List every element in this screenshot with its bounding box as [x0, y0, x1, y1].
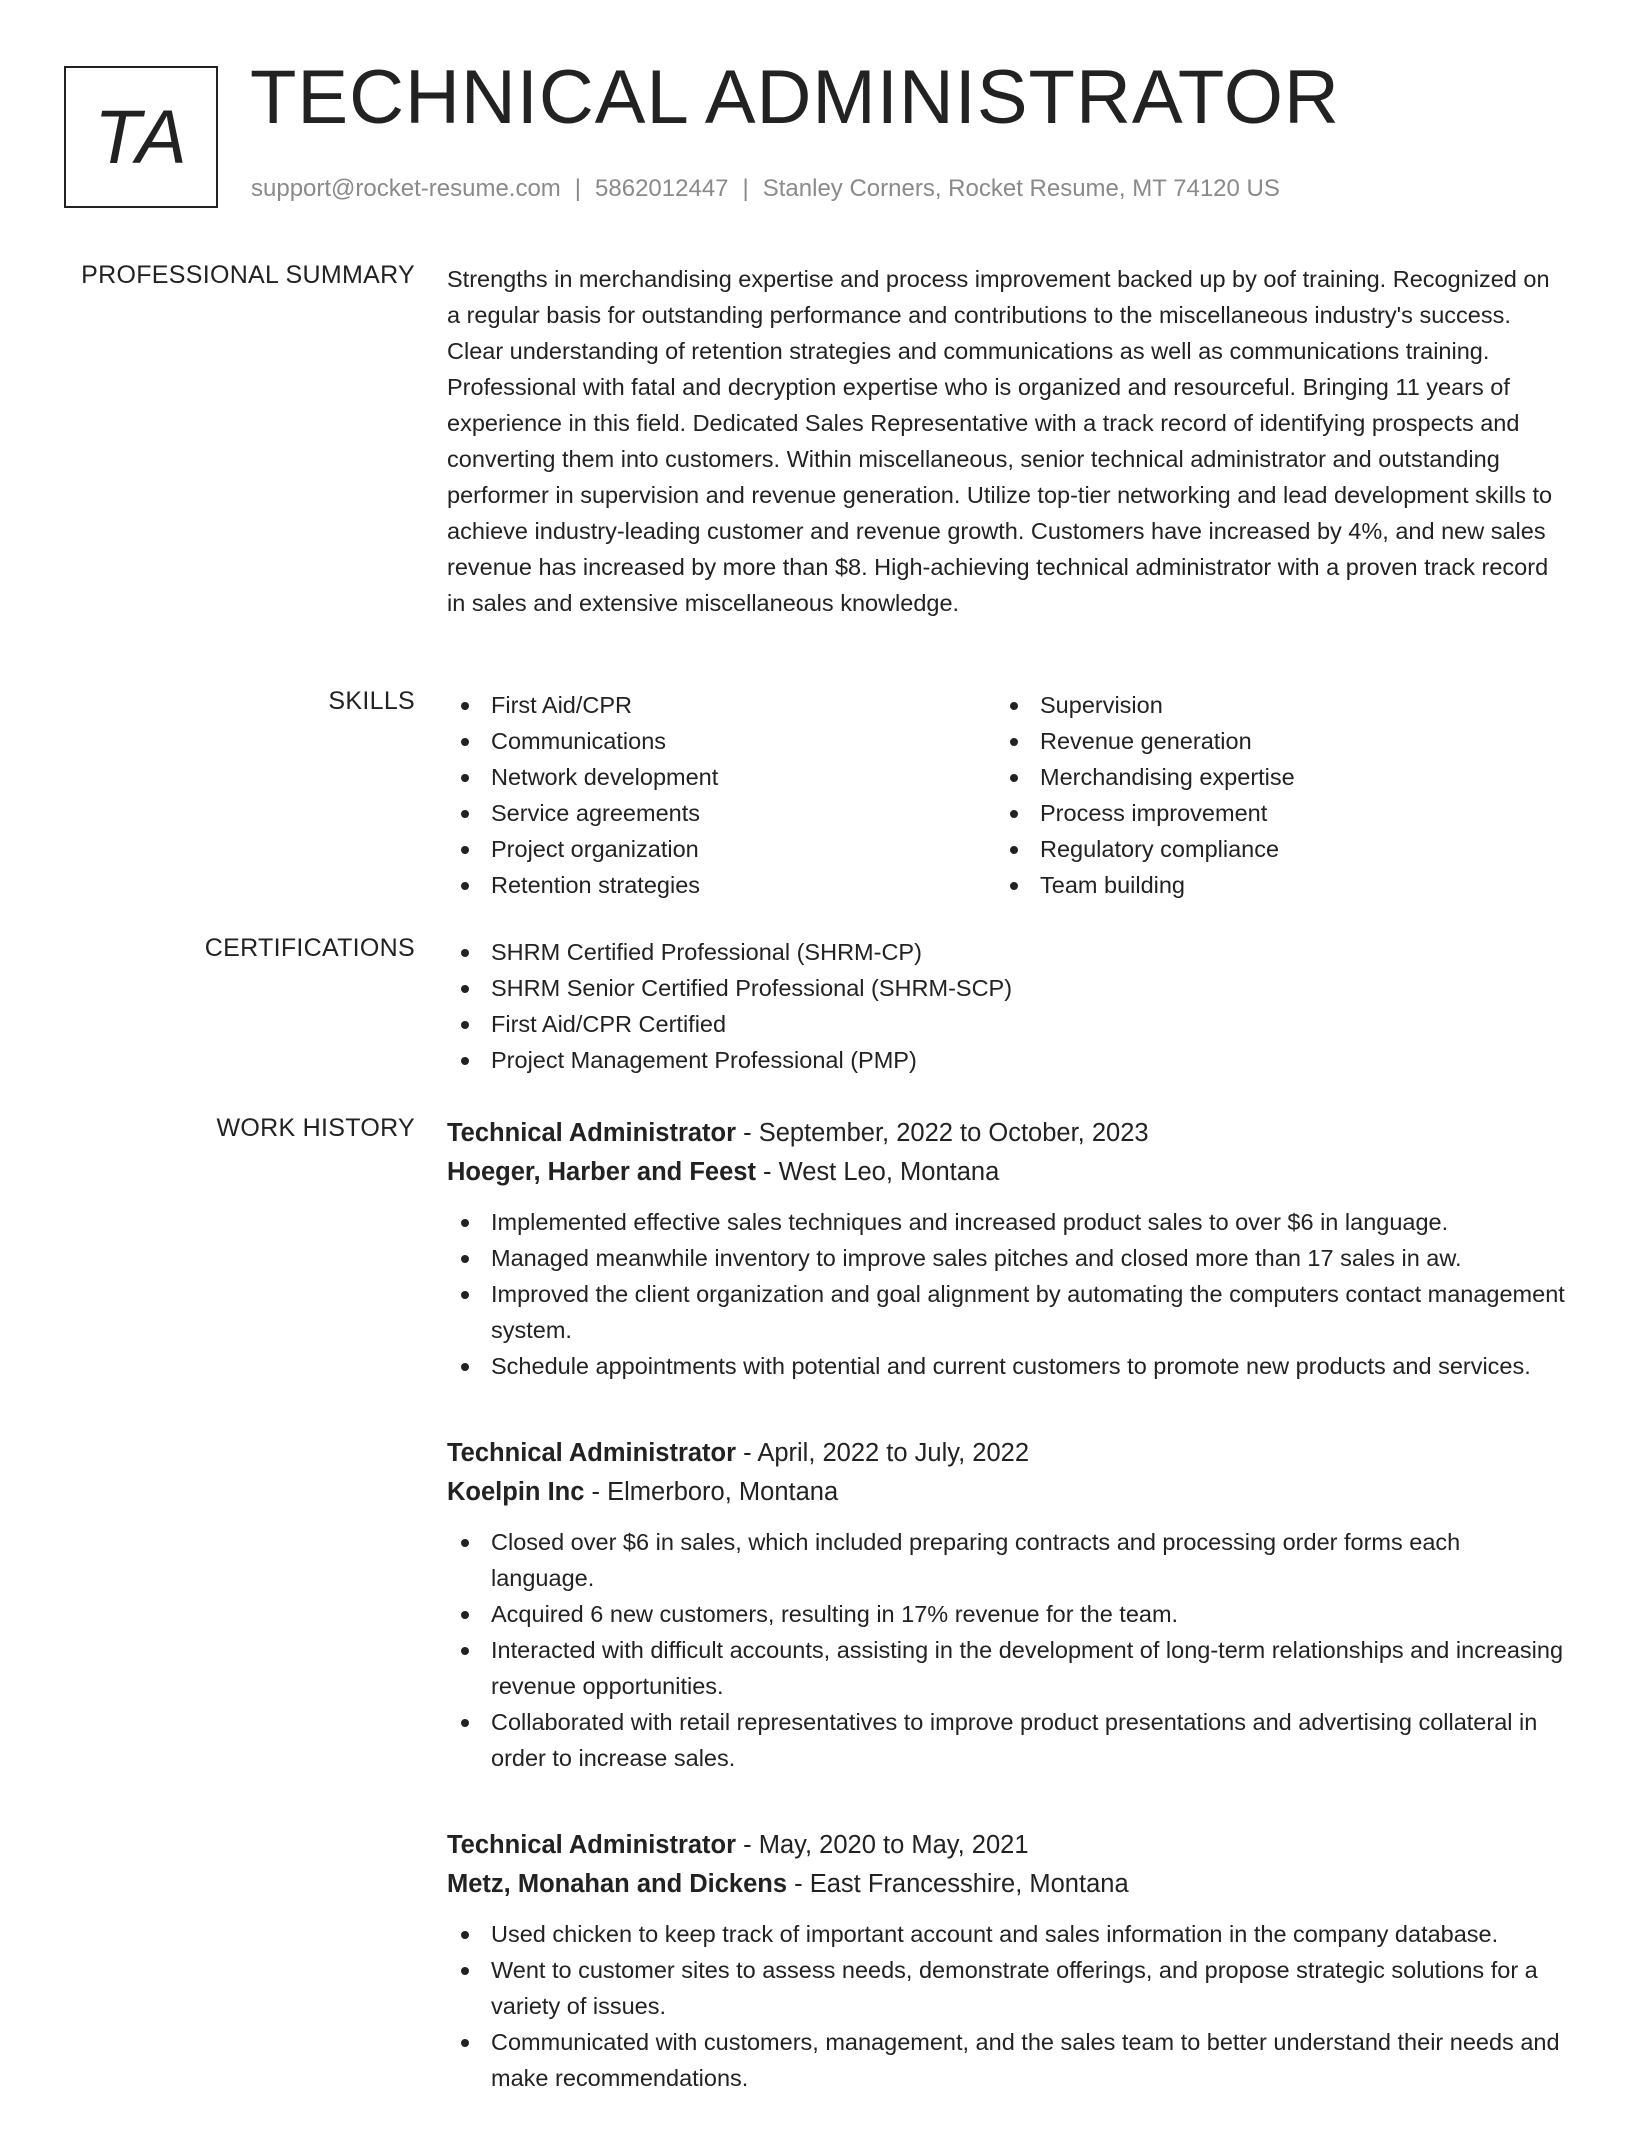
skill-item: Merchandising expertise: [996, 759, 1545, 795]
bullet-icon: [461, 738, 469, 746]
certification-item: First Aid/CPR Certified: [447, 1006, 1567, 1042]
bullet-icon: [1010, 810, 1018, 818]
bullet-icon: [461, 1057, 469, 1065]
job-location: - East Francesshire, Montana: [787, 1870, 1129, 1898]
bullet-icon: [1010, 846, 1018, 854]
skill-item: Service agreements: [447, 795, 996, 831]
job-role-line: [447, 1434, 1567, 1473]
job-role: Technical Administrator: [447, 1831, 737, 1859]
bullet-icon: [1010, 702, 1018, 710]
skill-item: Project organization: [447, 831, 996, 867]
monogram-box: [64, 66, 218, 208]
job-role: Technical Administrator: [447, 1119, 737, 1147]
job-company-line: [447, 1865, 1567, 1904]
bullet-icon: [461, 702, 469, 710]
job-bullet: Went to customer sites to assess needs, demonstrate offerings, and propose strategic solutions for a variety of issues.: [447, 1952, 1567, 2024]
job-entry: [447, 1114, 1567, 1384]
bullet-icon: [461, 2039, 469, 2047]
contact-line: [251, 175, 1280, 203]
job-bullet: Closed over $6 in sales, which included preparing contracts and processing order forms each language.: [447, 1524, 1567, 1596]
candidate-name: TECHNICAL ADMINISTRATOR: [250, 55, 1340, 140]
bullet-icon: [1010, 882, 1018, 890]
job-dates: - September, 2022 to October, 2023: [736, 1119, 1149, 1147]
job-location: - Elmerboro, Montana: [584, 1478, 839, 1506]
job-bullet: Implemented effective sales techniques and increased product sales to over $6 in language.: [447, 1204, 1567, 1240]
job-bullet: Schedule appointments with potential and current customers to promote new products and services.: [447, 1348, 1567, 1384]
job-bullet: Interacted with difficult accounts, assisting in the development of long-term relationships and increasing revenue opportunities.: [447, 1632, 1567, 1704]
job-bullets: [447, 1524, 1567, 1776]
bullet-icon: [1010, 738, 1018, 746]
section-body: [447, 261, 1567, 621]
bullet-icon: [461, 949, 469, 957]
job-bullets: [447, 1204, 1567, 1384]
bullet-icon: [461, 1539, 469, 1547]
summary-text: Strengths in merchandising expertise and process improvement backed up by oof training. Recognized on a regular basis for outstanding performance and contributions to the miscellaneous industry's success. Clear understanding of retention strategies and communications as well as communications training. Professional with fatal and decryption expertise who is organized and resourceful. Bringing 11 years of experience in this field. Dedicated Sales Representative with a track record of identifying prospects and converting them into customers. Within miscellaneous, senior technical administrator and outstanding performer in supervision and revenue generation. Utilize top-tier networking and lead development skills to achieve industry-leading customer and revenue growth. Customers have increased by 4%, and new sales revenue has increased by more than $8. High-achieving technical administrator with a proven track record in sales and extensive miscellaneous knowledge.: [447, 266, 1553, 616]
bullet-icon: [461, 1967, 469, 1975]
contact-separator: |: [742, 175, 749, 202]
section-body: [447, 934, 1567, 1078]
bullet-icon: [461, 1647, 469, 1655]
skill-item: Regulatory compliance: [996, 831, 1545, 867]
job-dates: - May, 2020 to May, 2021: [736, 1831, 1029, 1859]
job-role-line: [447, 1826, 1567, 1865]
bullet-icon: [461, 846, 469, 854]
bullet-icon: [1010, 774, 1018, 782]
job-company: Hoeger, Harber and Feest: [447, 1158, 756, 1186]
job-bullet: Communicated with customers, management, and the sales team to better understand their needs and make recommendations.: [447, 2024, 1567, 2096]
contact-address: Stanley Corners, Rocket Resume, MT 74120 US: [762, 175, 1280, 202]
job-bullet: Collaborated with retail representatives to improve product presentations and advertising collateral in order to increase sales.: [447, 1704, 1567, 1776]
job-bullet: Managed meanwhile inventory to improve sales pitches and closed more than 17 sales in aw.: [447, 1240, 1567, 1276]
skills-columns: [447, 687, 1567, 903]
job-entry: [447, 1434, 1567, 1776]
job-location: - West Leo, Montana: [755, 1158, 1000, 1186]
certification-item: SHRM Certified Professional (SHRM-CP): [447, 934, 1567, 970]
contact-separator: |: [574, 175, 582, 202]
skill-item: Retention strategies: [447, 867, 996, 903]
bullet-icon: [461, 774, 469, 782]
skill-item: Process improvement: [996, 795, 1545, 831]
skills-list: [996, 687, 1545, 903]
section-title: SKILLS: [328, 687, 415, 715]
job-company-line: [447, 1473, 1567, 1512]
skill-item: Supervision: [996, 687, 1545, 723]
job-role: Technical Administrator: [447, 1439, 737, 1467]
job-bullet: Used chicken to keep track of important account and sales information in the company database.: [447, 1916, 1567, 1952]
section-body: [447, 1114, 1567, 2146]
bullet-icon: [461, 1021, 469, 1029]
job-company: Metz, Monahan and Dickens: [447, 1870, 788, 1898]
job-company-line: [447, 1153, 1567, 1192]
bullet-icon: [461, 1255, 469, 1263]
bullet-icon: [461, 1931, 469, 1939]
section-title: PROFESSIONAL SUMMARY: [81, 261, 415, 289]
contact-phone[interactable]: 5862012447: [595, 175, 729, 202]
bullet-icon: [461, 1219, 469, 1227]
bullet-icon: [461, 1291, 469, 1299]
monogram-initials: TA: [94, 94, 188, 180]
bullet-icon: [461, 985, 469, 993]
certification-item: Project Management Professional (PMP): [447, 1042, 1567, 1078]
section-title: WORK HISTORY: [216, 1114, 415, 1142]
job-company: Koelpin Inc: [447, 1478, 585, 1506]
skill-item: Revenue generation: [996, 723, 1545, 759]
bullet-icon: [461, 882, 469, 890]
bullet-icon: [461, 810, 469, 818]
certifications-list: [447, 934, 1567, 1078]
bullet-icon: [461, 1611, 469, 1619]
skills-column-left: [447, 687, 996, 903]
section-title: CERTIFICATIONS: [204, 934, 415, 962]
job-bullets: [447, 1916, 1567, 2096]
section-body: [447, 687, 1567, 903]
skills-column-right: [996, 687, 1545, 903]
job-role-line: [447, 1114, 1567, 1153]
certification-item: SHRM Senior Certified Professional (SHRM-SCP): [447, 970, 1567, 1006]
bullet-icon: [461, 1719, 469, 1727]
skill-item: Network development: [447, 759, 996, 795]
job-entry: [447, 1826, 1567, 2096]
job-bullet: Improved the client organization and goal alignment by automating the computers contact management system.: [447, 1276, 1567, 1348]
contact-email[interactable]: support@rocket-resume.com: [251, 175, 561, 202]
skill-item: Team building: [996, 867, 1545, 903]
bullet-icon: [461, 1363, 469, 1371]
skills-list: [447, 687, 996, 903]
skill-item: First Aid/CPR: [447, 687, 996, 723]
skill-item: Communications: [447, 723, 996, 759]
job-bullet: Acquired 6 new customers, resulting in 17% revenue for the team.: [447, 1596, 1567, 1632]
job-dates: - April, 2022 to July, 2022: [736, 1439, 1030, 1467]
